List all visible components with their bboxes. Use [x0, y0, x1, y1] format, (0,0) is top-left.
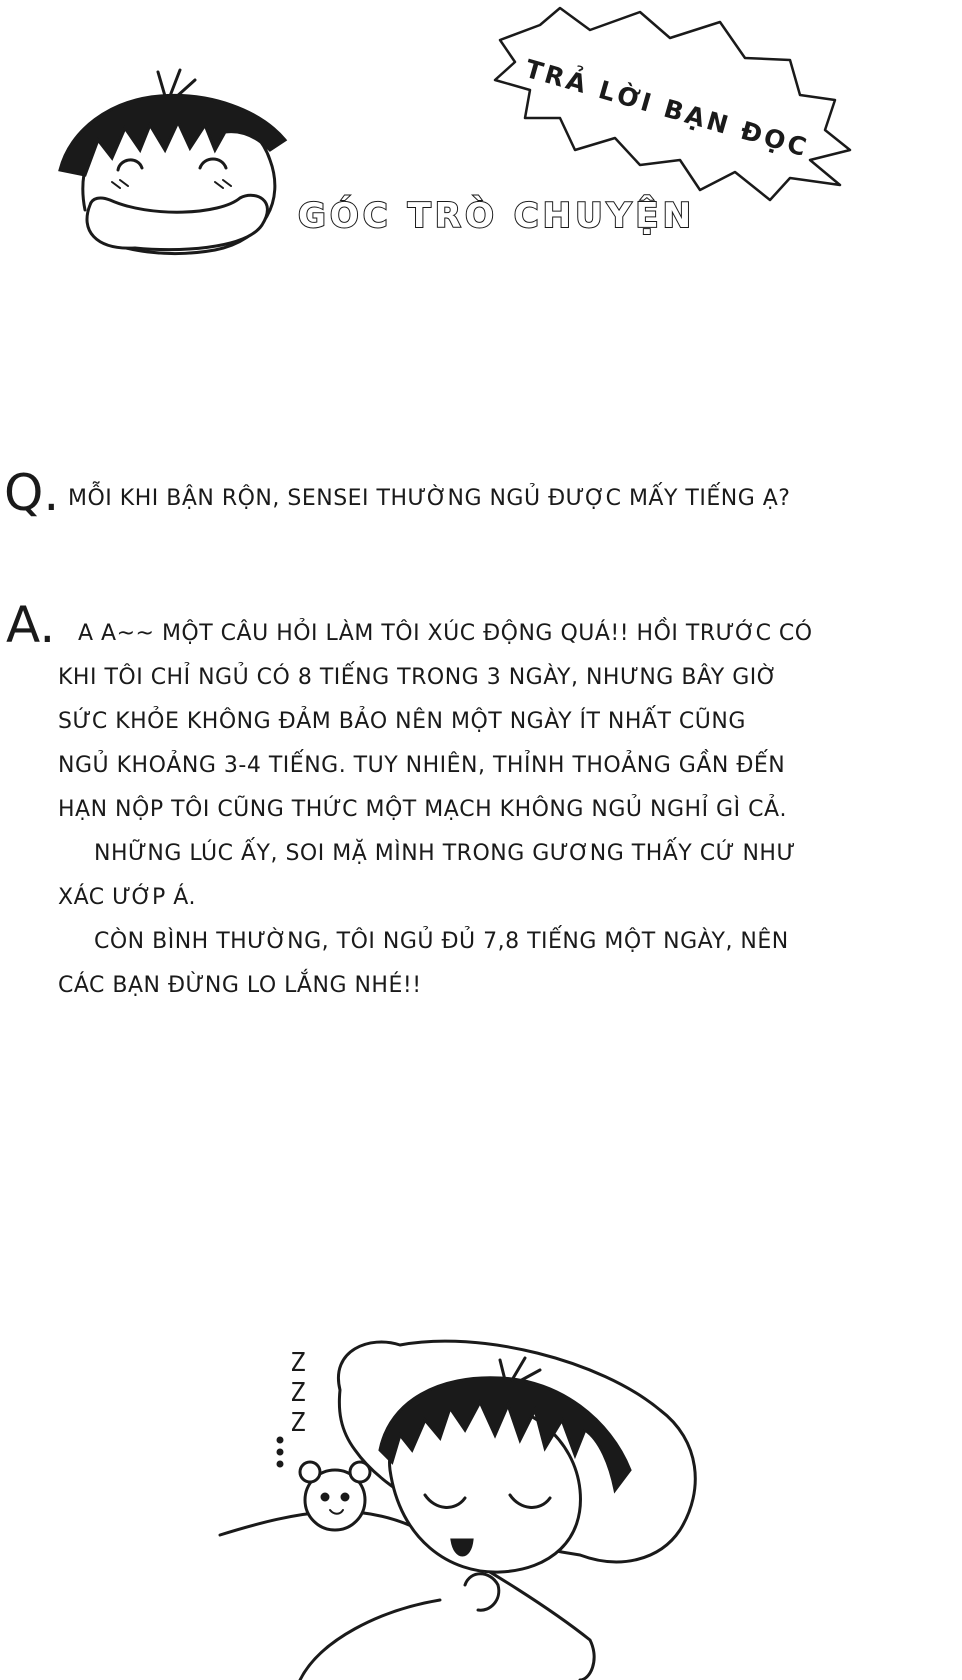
question-text: MỖI KHI BẬN RỘN, SENSEI THƯỜNG NGỦ ĐƯỢC MẤY TIẾNG Ạ? [68, 486, 791, 511]
question-marker: Q. [4, 464, 60, 522]
answer-text [58, 612, 958, 1008]
answer-line: NGỦ KHOẢNG 3-4 TIẾNG. TUY NHIÊN, THỈNH THOẢNG GẦN ĐẾN [58, 753, 786, 778]
answer-marker: A. [6, 596, 56, 654]
answer-line: SỨC KHỎE KHÔNG ĐẢM BẢO NÊN MỘT NGÀY ÍT NHẤT CŨNG [58, 709, 746, 734]
sleep-sound: ZZZ [290, 1348, 306, 1438]
answer-line: CÒN BÌNH THƯỜNG, TÔI NGỦ ĐỦ 7,8 TIẾNG MỘT NGÀY, NÊN [94, 929, 789, 954]
answer-line: XÁC ƯỚP Á. [58, 885, 196, 910]
burst-label: TRẢ LỜI BẠN ĐỌC [522, 54, 813, 163]
page-title: GÓC TRÒ CHUYỆN [298, 196, 696, 236]
answer-line: A A~~ MỘT CÂU HỎI LÀM TÔI XÚC ĐỘNG QUÁ!! HỒI TRƯỚC CÓ [78, 621, 813, 646]
answer-line: CÁC BẠN ĐỪNG LO LẮNG NHÉ!! [58, 973, 422, 998]
answer-line: NHỮNG LÚC ẤY, SOI MẶ MÌNH TRONG GƯƠNG THẤY CỨ NHƯ [94, 841, 796, 866]
answer-line: KHI TÔI CHỈ NGỦ CÓ 8 TIẾNG TRONG 3 NGÀY, NHƯNG BÂY GIỜ [58, 665, 778, 690]
header-character [60, 70, 285, 254]
answer-line: HẠN NỘP TÔI CŨNG THỨC MỘT MẠCH KHÔNG NGỦ NGHỈ GÌ CẢ. [58, 797, 787, 822]
